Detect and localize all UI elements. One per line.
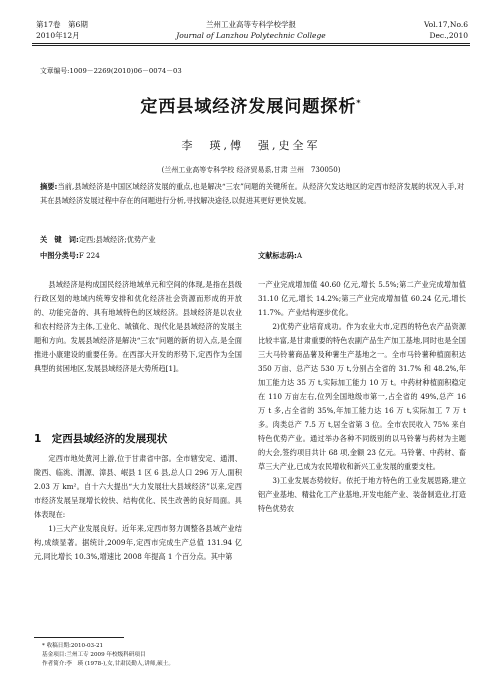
issue-number: 第17卷 第6期 bbox=[36, 20, 88, 29]
author-list: 李 瑛,傅 强,史全军 bbox=[181, 139, 321, 152]
document-code bbox=[258, 251, 302, 261]
journal-name-cn: 兰州工业高等专科学校学报 bbox=[206, 20, 296, 29]
volume-number: Vol.17,No.6 bbox=[423, 20, 468, 29]
clc-label: 中图分类号: bbox=[40, 251, 79, 260]
body-paragraph: 3)工业发展态势较好。依托于地方特色的工业发展思路,建立铝产业基地、精盐化工产业基地,开发电能产业、装备制造业,打造特色优势农 bbox=[258, 476, 466, 513]
author-bio: 作者简介:李 瑛 (1978-),女,甘肃民勤人,讲师,硕士。 bbox=[42, 661, 174, 667]
affiliation: (兰州工业高等专科学校 经济贸易系,甘肃 兰州 730050) bbox=[161, 166, 341, 174]
abstract-label: 摘要: bbox=[40, 182, 58, 191]
header-rule bbox=[32, 43, 470, 44]
left-column-body bbox=[34, 452, 242, 564]
right-column bbox=[258, 278, 466, 516]
section-heading: 1 定西县域经济的发展现状 bbox=[34, 433, 168, 445]
body-paragraph: 1)三大产业发展良好。近年来,定西市努力调整各县域产业结构,成绩显著。据统计,2009年,定西市完成生产总值 131.94 亿元,同比增长 10.3%,增速比 2008 年提高 1 个百分点。其中第 bbox=[34, 524, 242, 561]
body-paragraph: 2)优势产业培育成功。作为农业大市,定西的特色农产品资源比较丰富,是甘肃重要的特色农副产品生产加工基地,同时也是全国三大马铃薯商品薯及种薯生产基地之一。全市马铃薯种植面积达 350 万亩、总产达 530 万 t,分别占全省的 31.7% 和 48.2%,年加工能力达 35 万 t,实际加工能力 10 万 t。中药材种植面积稳定在 110 万亩左右,位列全国地级市第一,占全省的 49%,总产 16 万 t 多,占全省的 35%,年加工能力达 16 万 t,实际加工 7 万 t 多。肉类总产 7.5 万 t,居全省第 3 位。全市农民收入 75% 来自特色优势产业。通过举办各种不同级别的以马铃薯与药材为主题的大会,签约项目共计 68 项,金额 23 亿元。马铃薯、中药材、畜草三大产业,已成为农民增收和新兴工业发展的重要支柱。 bbox=[258, 322, 466, 471]
classification-number bbox=[40, 251, 100, 261]
abstract bbox=[40, 180, 464, 208]
doc-code-label: 文献标志码: bbox=[258, 251, 297, 260]
paper-title: 定西县域经济发展问题探析* bbox=[140, 97, 362, 117]
keywords bbox=[40, 235, 156, 245]
doc-code-value: A bbox=[296, 251, 303, 260]
footnote-rule bbox=[34, 637, 124, 638]
title-footnote-mark: * bbox=[356, 98, 362, 108]
abstract-text: 当前,县域经济是中国区域经济发展的重点,也是解决“三农”问题的关键所在。从经济欠发达地区的定西市经济发展的状况入手,对其在县域经济发展过程中存在的问题进行分析,寻找解决途径,以促进其更好更快发展。 bbox=[40, 182, 465, 205]
body-paragraph: 一产业完成增加值 40.60 亿元,增长 5.5%;第二产业完成增加值 31.10 亿元,增长 14.2%;第三产业完成增加值 60.24 亿元,增长 11.7%。产业结构逐步优化。 bbox=[258, 280, 466, 317]
article-number: 文章编号:1009－2269(2010)06－0074－03 bbox=[40, 67, 182, 75]
header-rule-2 bbox=[32, 45, 470, 46]
journal-name-en: Journal of Lanzhou Polytechnic College bbox=[176, 31, 326, 40]
clc-value: F 224 bbox=[78, 251, 100, 260]
fund-info: 基金项目:兰州工专 2009 年校级科研项目 bbox=[42, 652, 146, 658]
left-column-intro bbox=[34, 278, 242, 376]
keywords-text: 定西;县域经济;优势产业 bbox=[78, 235, 156, 244]
received-date: * 收稿日期:2010-03-21 bbox=[42, 643, 104, 649]
issue-date-en: Dec.,2010 bbox=[429, 31, 468, 40]
body-paragraph: 定西市地处黄河上游,位于甘肃省中部。全市辖安定、通渭、陇西、临洮、渭源、漳县、岷县 1 区 6 县,总人口 296 万人,面积 2.03 万 km²。自十六大提出“大力发展壮大县域经济”以来,定西市经济发展呈现增长较快、结构优化、民生改善的良好局面。具体表现在: bbox=[34, 454, 242, 519]
issue-date: 2010年12月 bbox=[36, 31, 80, 40]
keywords-label: 关 键 词: bbox=[40, 235, 79, 244]
intro-paragraph: 县域经济是构成国民经济地域单元和空间的体现,是指在县级行政区划的地域内统筹安排和优化经济社会资源而形成的开放的、功能完备的、具有地域特色的区域经济。县域经济是以农业和农村经济为主体,工业化、城镇化、现代化是县域经济的发展主题和方向。发展县域经济是解决“三农”问题的新的切入点,是全面推进小康建设的重要任务。在西部大开发的形势下,定西作为全国典型的贫困地区,发展县域经济是大势所趋[1]。 bbox=[34, 280, 242, 373]
